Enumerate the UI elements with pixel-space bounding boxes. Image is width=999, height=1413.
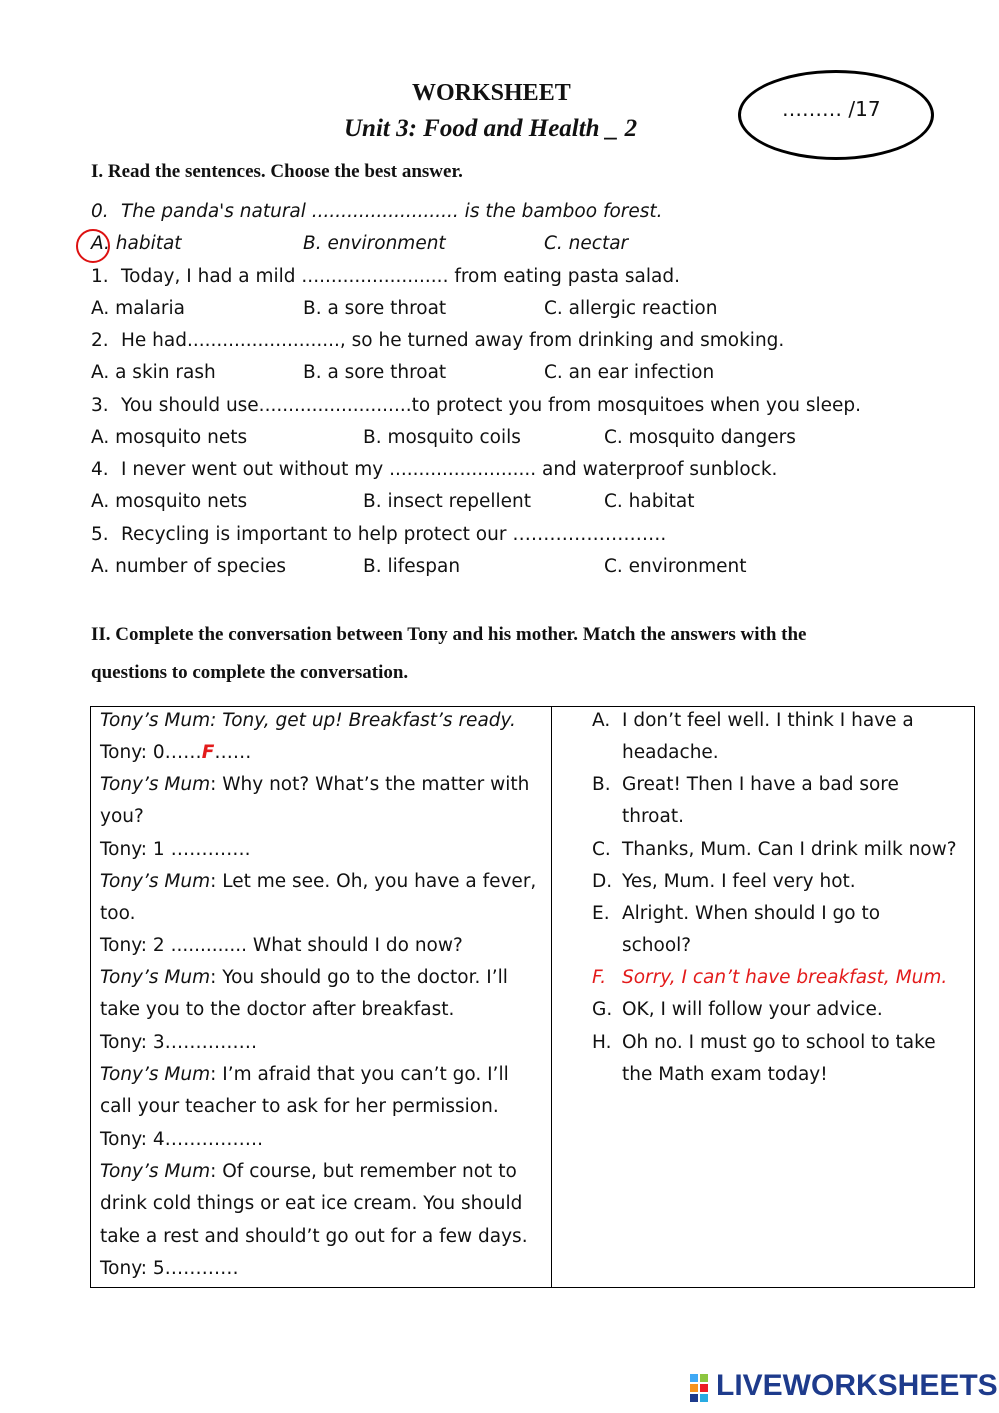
question-4-option-a[interactable]: A. mosquito nets [91,491,248,512]
answer-b-text-2: throat. [622,806,684,827]
conv-tony-0-tail: …… [214,742,252,763]
question-0-option-a: A. habitat [91,233,182,254]
question-1-text: Today, I had a mild ......................... from eating pasta salad. [121,266,680,287]
answer-e-letter: E. [592,903,610,924]
score-field[interactable]: ……… /17 [782,97,881,121]
answer-a-text: I don’t feel well. I think I have a [622,710,914,731]
question-5-text: Recycling is important to help protect our ……………………. [121,524,667,545]
question-3-text: You should use..........................to protect you from mosquitoes when you sleep. [121,395,861,416]
question-2-option-b[interactable]: B. a sore throat [303,362,447,383]
answer-c-letter: C. [592,839,611,860]
unit-subtitle: Unit 3: Food and Health _ 2 [344,115,638,142]
conv-blank-1[interactable]: Tony: 1 …………. [100,839,251,860]
question-0-number: 0. [91,201,109,222]
mum-speaker: Tony’s Mum [100,1064,211,1085]
answer-g-text: OK, I will follow your advice. [622,999,883,1020]
conv-line-16: drink cold things or eat ice cream. You should [100,1193,523,1214]
question-5-option-b[interactable]: B. lifespan [363,556,461,577]
answer-h-letter: H. [592,1032,612,1053]
question-0-option-c: C. nectar [544,233,629,254]
question-0-option-b: B. environment [303,233,446,254]
question-1-number: 1. [91,266,109,287]
question-2-option-a[interactable]: A. a skin rash [91,362,216,383]
liveworksheets-logo-icon [690,1372,714,1404]
question-0-text: The panda's natural ......................... is the bamboo forest. [121,201,663,222]
example-answer-f: F [201,742,215,763]
answer-e-text: Alright. When should I go to [622,903,881,924]
conv-line-12 [100,1064,509,1085]
mum-speaker: Tony’s Mum [100,967,211,988]
mum-text: : Why not? What’s the matter with [210,774,530,795]
mum-text: : Of course, but remember not to [210,1161,517,1182]
answer-h-text-2: the Math exam today! [622,1064,828,1085]
mum-text: : Let me see. Oh, you have a fever, [210,871,537,892]
answer-e-text-2: school? [622,935,692,956]
conv-tony-0: Tony: 0…… [100,742,202,763]
answer-a-letter: A. [592,710,611,731]
conv-line-13: call your teacher to ask for her permission. [100,1096,499,1117]
mum-speaker: Tony’s Mum [100,1161,211,1182]
conv-blank-2[interactable]: Tony: 2 ............. What should I do now? [100,935,463,956]
conv-line-3 [100,774,529,795]
conv-line-1: Tony’s Mum: Tony, get up! Breakfast’s ready. [100,710,516,731]
mum-text: : I’m afraid that you can’t go. I’ll [210,1064,509,1085]
section-2-heading-line2: questions to complete the conversation. [91,662,409,683]
conv-line-4: you? [100,806,144,827]
answer-d-text: Yes, Mum. I feel very hot. [622,871,856,892]
question-5-option-a[interactable]: A. number of species [91,556,286,577]
conv-blank-5[interactable]: Tony: 5………… [100,1258,239,1279]
answer-f-text: Sorry, I can’t have breakfast, Mum. [622,967,948,988]
question-2-option-c[interactable]: C. an ear infection [544,362,715,383]
question-1-option-a[interactable]: A. malaria [91,298,186,319]
table-divider [551,707,552,1287]
mum-speaker: Tony’s Mum [100,871,211,892]
conv-line-2 [100,742,251,763]
answer-f-letter: F. [592,967,607,988]
question-4-text: I never went out without my ......................... and waterproof sunblock. [121,459,778,480]
answer-c-text: Thanks, Mum. Can I drink milk now? [622,839,957,860]
answer-h-text: Oh no. I must go to school to take [622,1032,936,1053]
conv-blank-4[interactable]: Tony: 4……………. [100,1129,264,1150]
answer-d-letter: D. [592,871,613,892]
conv-line-15 [100,1161,517,1182]
question-2-text: He had.........................., so he turned away from drinking and smoking. [121,330,785,351]
section-1-heading: I. Read the sentences. Choose the best answer. [91,161,463,182]
conv-line-9 [100,967,508,988]
section-2-heading-line1: II. Complete the conversation between Tony and his mother. Match the answers with the [91,624,807,645]
answer-a-text-2: headache. [622,742,719,763]
worksheet-title: WORKSHEET [412,80,571,106]
question-3-number: 3. [91,395,109,416]
question-5-option-c[interactable]: C. environment [604,556,747,577]
question-3-option-c[interactable]: C. mosquito dangers [604,427,796,448]
mum-text: : You should go to the doctor. I’ll [210,967,508,988]
question-1-option-b[interactable]: B. a sore throat [303,298,447,319]
question-1-option-c[interactable]: C. allergic reaction [544,298,718,319]
question-4-option-b[interactable]: B. insect repellent [363,491,531,512]
answer-g-letter: G. [592,999,613,1020]
conv-line-17: take a rest and should’t go out for a few days. [100,1226,528,1247]
question-2-number: 2. [91,330,109,351]
conv-line-6 [100,871,536,892]
conv-line-7: too. [100,903,136,924]
conv-blank-3[interactable]: Tony: 3…………… [100,1032,258,1053]
answer-b-letter: B. [592,774,611,795]
answer-b-text: Great! Then I have a bad sore [622,774,899,795]
liveworksheets-logo-text: LIVEWORKSHEETS [716,1369,998,1402]
question-3-option-a[interactable]: A. mosquito nets [91,427,248,448]
mum-speaker: Tony’s Mum [100,774,211,795]
question-4-option-c[interactable]: C. habitat [604,491,695,512]
question-3-option-b[interactable]: B. mosquito coils [363,427,521,448]
question-5-number: 5. [91,524,109,545]
conv-line-10: take you to the doctor after breakfast. [100,999,455,1020]
question-4-number: 4. [91,459,109,480]
